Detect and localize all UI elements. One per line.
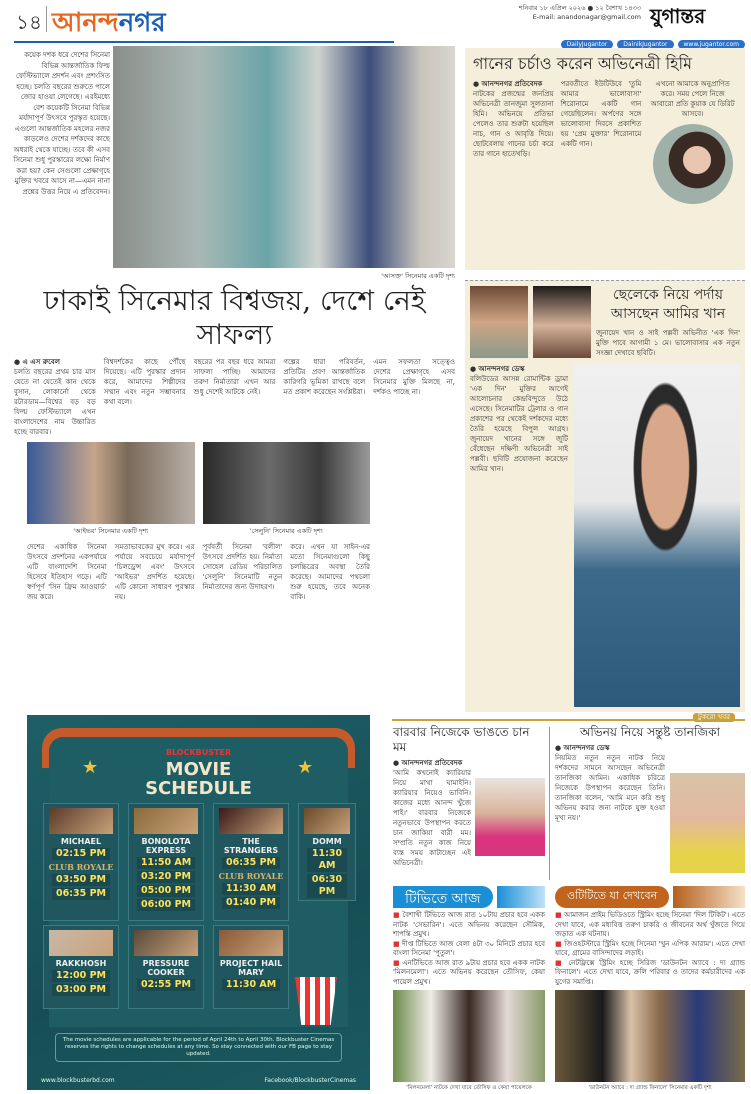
himi-headline: গানের চর্চাও করেন অভিনেত্রী হিমি [473,54,693,73]
lead-byline: ● এ এস রুবেল [14,358,60,366]
facebook-link-dainikjugantor[interactable]: DainikJugantor [617,40,673,49]
star-icon: ★ [297,757,314,778]
movie-title: BONOLOTA EXPRESS [141,837,191,855]
movie-poster [49,930,113,956]
movie-title: DOMM [312,837,342,846]
sai-pallavi-photo [533,286,591,358]
junaid-photo [470,286,528,358]
ott-section [555,886,745,1092]
movie-poster [304,808,350,834]
movie-poster [134,930,198,956]
ivor-photo [27,442,195,524]
tanjika-byline: ● আনন্দনগর ডেস্ক [555,744,610,752]
tv-item: ■ বৈশাখী টিভিতে আজ রাত ১০টায় প্রচার হবে একক নাটক 'সেভারিন'। এতে অভিনয় করেছেন সৌমিক, শাপন্তি প্রমুখ। [393,911,546,938]
tanjika-photo [670,773,745,873]
movie-title: PROJECT HAIL MARY [219,959,283,977]
ad-facebook[interactable]: Facebook/BlockbusterCinemas [264,1077,356,1084]
lead-body-2 [14,542,455,602]
lead-col2-3: পূর্ববর্তী সিনেমা 'বলীল' উৎসবে প্রদর্শিত হয়। নির্মাতা সোহেল রেডিয় পরিচালিত 'সেলুনি' সিনেমাটি নতুন নির্মাতাদের জন্য উদাহরণ। [202,543,283,591]
movie-card [128,925,204,1009]
movie-card [43,925,119,1009]
showtime: 06:35 PM [222,857,280,869]
movie-card [213,803,289,921]
aamir-byline: ● আনন্দনগর ডেস্ক [470,365,525,373]
lead-col2-1: দেশের একাধিক সিনেমা উৎসবে প্রদর্শনের একপর্যায়ে এটি বাংলাদেশি সিনেমা হিসেবে ইতিহাস গড়ে। এটি স্বর্ণপূর্ণ 'সিন ফ্রিম আওয়ার্ড' জয় করে। [27,543,107,601]
showtime: 11:30 AM [222,883,280,895]
movie-card [43,803,119,921]
showtime: 11:30 AM [222,979,280,991]
ott-item: ■ আমাজন প্রাইম ভিডিওতে স্ট্রিমিং হচ্ছে সিনেমা 'দিল টিকিট'। এতে দেখা যাবে, এক মধ্যবিত্ত তরুণ চাকরি ও জীবনের অর্থ খুঁজতে গিয়ে জড়াত এক ঘটনায়। [555,911,745,938]
showtime: 03:50 PM [52,874,110,886]
tv-banner-bar [497,886,545,908]
star-icon: ★ [82,757,99,778]
ott-item: ■ নেটফ্লিক্সে স্ট্রিমিং হচ্ছে সিরিজ 'ডাউনটন অ্যাবে : দ্য গ্র্যান্ড ফিনালে'। এতে দেখা যাবে, ক্রলি পরিবার ও তাদের কর্মচারীদের এক যুগের সমাপ্তি। [555,958,745,986]
section-divider [46,6,47,32]
movie-title: MICHAEL [60,837,102,846]
ott-title: ওটিটিতে যা দেখবেন [567,889,658,902]
ad-title-line2: SCHEDULE [145,778,252,799]
movie-poster [134,808,198,834]
mom-headline: বারবার নিজেকে ভাঙতে চান মম [393,725,530,754]
ott-item: ■ জিওহটস্টারে স্ট্রিমিং হচ্ছে সিনেমা 'খুন এপিক আরাম'। এতে দেখা যাবে, গ্রামের বাসিন্দাদের লড়াই। [555,939,745,957]
tukro-tag: টুকরো খবর [693,713,735,722]
website-link[interactable]: www.jugantor.com [678,40,746,49]
movie-poster [219,808,283,834]
lead-body [14,357,455,437]
lead-col-3: বছরের পর বছর ধরে আমরা সাফল্য পাচ্ছি। আমাদের তরুণ নির্মাতারা এখন আর শুধু দেশেই আটকে নেই। [193,358,276,396]
mom-photo [475,778,545,856]
showtime: 05:00 PM [137,885,195,897]
tv-today-title: টিভিতে আজ [405,891,481,907]
email[interactable]: E-mail: anandonagar@gmail.com [532,13,641,21]
movie-poster [49,808,113,834]
movie-schedule-ad [27,715,370,1090]
ad-brand: BLOCKBUSTER [165,748,232,757]
tv-list [393,911,545,987]
mom-body: 'আমি কখনোই ক্যারিয়ার নিয়ে মাথা ঘামাইনি। ক্যারিয়ার নিয়েও ভাবিনি। কাজের মধ্যে আনন্দ খুঁজে পাই।' বারবার নিজেকে নতুনভাবে উপস্থাপন করতে চান জাকিয়া বারী মম। সম্প্রতি নতুন কাজ নিয়ে ব্যস্ত সময় কাটাচ্ছেন এই অভিনেত্রী। [393,769,471,867]
tv-section [393,886,545,1092]
showtime: 03:20 PM [137,871,195,883]
lead-story [14,284,455,712]
tv-today-banner [393,886,493,908]
movie-card [298,803,356,901]
lead-intro: কয়েক দশক ধরে দেশের সিনেমা বিভিন্ন আন্তর্জাতিক ফিল্ম ফেস্টিভ্যালে প্রদর্শন এবং প্রশংসিত হচ্ছে। চলতি বছরের শুরুতে পালে জোর হাওয়া লেগেছে। এরইমধ্যে বেশ কয়েকটি সিনেমা বিভিন্ন মর্যাদাপূর্ণ উৎসবে পুরস্কৃত হয়েছে। এগুলো আন্তর্জাতিক মহলের নজর কাড়লেও দেশের দর্শকদের কাছে অধরাই থেকে যাচ্ছে। তবে কী এসব সিনেমা শুধু পুরস্কারের লক্ষ্যে নির্মাণ করা হয়? কেন সেগুলো প্রেক্ষাগৃহে মুক্তির খবরে আসে না—এমন নানা প্রশ্নের উত্তর নিয়ে এ প্রতিবেদন। [13,51,110,196]
showtime: 12:00 PM [52,970,110,982]
movie-title: PRESSURE COOKER [142,959,190,977]
himi-col-2: পরবর্তীতে ইউটিউবে 'তুমি আমার ভালোবাসা' শিরোনামে একটি গান গেয়েছিলেন। অর্পণের সঙ্গে ভালোবাসা দিবসে প্রকাশিত হয় 'প্রেম মুক্তার' শিরোনামে একটি গান। [560,80,642,148]
aamir-article [465,280,745,712]
showtime: 02:15 PM [52,848,110,860]
lead-col2-2: সমতাভাবকের মুখ করে। এর পর্যায়ে সবচেয়ে মর্যাদাপূর্ণ 'চিলড্রেন্স এবং' উৎসবে 'আইভর' প্রদর্শিত হয়েছে। এটি কোনো সাধারণ পুরস্কার নয়। [114,543,195,601]
facebook-link-dailyjugantor[interactable]: DailyJugantor [561,40,614,49]
showtime: 06:00 PM [137,899,195,911]
tanjika-article [555,725,745,880]
club-royale-logo: CLUB ROYALE [48,862,114,872]
tanjika-headline: অভিনয় নিয়ে সন্তুষ্ট তানজিকা [579,725,720,739]
himi-col-3: এখনো আমাকে অনুপ্রাণিত করে। সময় পেলে নিজে আবারো প্রতি কুয়াক যে ডিরিট আসবে। [650,80,735,118]
club-royale-logo: CLUB ROYALE [218,871,284,881]
movie-poster [219,930,283,956]
lead-col-2: বিশ্বদর্শকের কাছে পৌঁছে দিয়েছে। এটি পুরস্কার প্রদান করে, আমাদের শিল্পীদের সম্মান এবং নতুন সম্ভাবনার কথা বলে। [103,358,186,406]
tanjika-body: নিয়মিত নতুন নতুন নাটক নিয়ে দর্শকদের সামনে আসছেন অভিনেত্রী তানজিকা আমিন। একাধিক চরিত্রে নিজেকে উপস্থাপন করেছেন তিনি। তানজিকা বলেন, 'আমি মনে করি শুধু অভিনয় করার জন্য নাটকে যুক্ত হওয়া মূখ্য নয়।' [555,754,665,822]
issue-date: শনিবার ১৮ এপ্রিল ২০২৬ ● ১২ বৈশাখ ১৪৩৩ [518,4,641,12]
movie-card [213,925,289,1009]
ott-list [555,911,745,987]
himi-photo [653,124,733,204]
milonmela-photo [393,990,545,1082]
lead-photo-caption: 'আসক্ত' সিনেমার একটি দৃশ্য [381,272,455,280]
tv-item: ■ দীপ্ত টিভিতে আজ বেলা ৪টা ৩০ মিনিটে প্রচার হবে বাংলা সিনেমা 'পুতুল'। [393,939,545,957]
page-number: ১৪ [16,10,42,34]
aamir-body: বলিউডের আসন্ন রোমান্টিক ড্রামা 'এক দিন' মুক্তির আগেই আলোচনার কেন্দ্রবিন্দুতে উঠে এসেছে। সিনেমাটির ট্রেলার ও গান প্রকাশের পর থেকেই দর্শকদের মধ্যে তৈরি হয়েছে বিপুল আগ্রহ। জুনায়েদ খানের সঙ্গে জুটি বেঁধেছেন দক্ষিণী অভিনেত্রী সাই পল্লবী। ছবিটি প্রযোজনা করেছেন আমির খান। [470,375,568,473]
ad-title-line1: MOVIE [165,759,232,780]
ivor-caption: 'আইভর' সিনেমার একটি দৃশ্য [73,527,149,535]
mom-byline: ● আনন্দনগর প্রতিবেদক [393,759,463,767]
lead-headline: ঢাকাই সিনেমার বিশ্বজয়, দেশে নেই সাফল্য [43,284,426,351]
showtime: 06:30 PM [307,874,347,898]
lead-col2-4: করে। এখন যা সাইন-এর মতো সিনেমাগুলো কিছু চলচ্চিত্রের অবস্থা তৈরি করেছে। আমাদের পথচলা শুরু হয়েছে, তবে অনেক বাকি। [290,543,370,601]
column-divider [549,727,550,880]
mom-article [393,725,545,880]
ad-title [27,760,370,798]
showtime: 06:35 PM [52,888,110,900]
movie-title: RAKKHOSH [55,959,107,968]
downton-photo [555,990,745,1082]
showtime: 11:50 AM [137,857,195,869]
himi-col-1: নাটকের প্রজন্মের জনপ্রিয় অভিনেত্রী তানজুমা সুলতানা হিমি। অভিনয়ে প্রতিভা পেলেও তার শুরুটা হয়েছিল নাচ, গান ও আবৃত্তি দিয়ে। ছোটবেলায় গানের চর্চা করে তার গানে হাতেখড়ি। [473,90,554,158]
section-logo [52,2,166,46]
showtime: 11:30 AM [307,848,347,872]
showtime: 03:00 PM [52,984,110,996]
section-logo-part2: নগর [118,8,166,38]
seluni-caption: 'সেলুনি' সিনেমার একটি দৃশ্য [249,527,323,535]
showtime: 02:55 PM [137,979,195,991]
ott-banner [555,886,669,908]
showtime: 01:40 PM [222,897,280,909]
himi-article [465,48,745,270]
downton-caption: 'ডাউনটন অ্যাবে : দ্য গ্র্যান্ড ফিনালে' সিনেমার একটি দৃশ্য [588,1085,712,1091]
section-logo-part1: আনন্দ [52,8,119,38]
movie-card [128,803,204,921]
lead-photo [113,46,455,268]
ott-banner-bar [673,886,745,908]
milonmela-caption: 'মিলনমেলা' নাটকে দেখা যাবে তৌসিফ ও কেয়া পায়েলকে [406,1085,532,1091]
movie-title: THE STRANGERS [223,837,279,855]
ad-website[interactable]: www.blockbusterbd.com [41,1077,115,1084]
aamir-headline: ছেলেকে নিয়ে পর্দায় আসছেন আমির খান [610,287,726,322]
lead-col-1: চলতি বছরের প্রথম চার মাস যেতে না যেতেই কান থেকে বুসান, লোকার্নো থেকে রটারডাম—বিশ্বের বড় বড় ফিল্ম ফেস্টিভ্যালে এখন বাংলাদেশের নাম উচ্চারিত হচ্ছে বারবার। [14,368,96,436]
seluni-photo [203,442,371,524]
lead-col-4: গল্পের ধারা পরিবর্তন, প্রতিটির প্রবণ আন্তর্জাতিক কারিগরি ভূমিকা রাখছে বলে মত প্রকাশ করেছেন সংশ্লিষ্টরা। [283,358,366,396]
lead-col-5: এমন সফলতা সত্ত্বেও দেশের প্রেক্ষাগৃহে এসব সিনেমার মুক্তি মিলছে না, দর্শকও পাচ্ছে না। [373,358,455,396]
tv-item: ■ এনটিভিতে আজ রাত ৯টায় প্রচার হবে একক নাটক 'মিলনমেলা'। এতে অভিনয় করেছেন তৌসিফ, কেয়া পায়েল প্রমুখ। [393,958,545,986]
himi-byline: ● আনন্দনগর প্রতিবেদক [473,80,543,88]
header-rule [14,41,394,43]
masthead-logo: যুগান্তর [650,4,706,28]
ad-notice: The movie schedules are applicable for the period of April 24th to April 30th. Blockbuster Cinemas reserves the rights to change schedules at any time. So stay connected with our FB page to stay updated. [55,1033,342,1062]
popcorn-icon [295,977,337,1025]
aamir-intro: জুনায়েদ খান ও সাই পল্লবী অভিনীত 'এক দিন' মুক্তি পাবে আগামী ১ মে। ভালোবাসার এক নতুন সংজ্ঞা দেখাবে ছবিটি। [596,329,740,357]
aamir-photo [574,364,740,707]
